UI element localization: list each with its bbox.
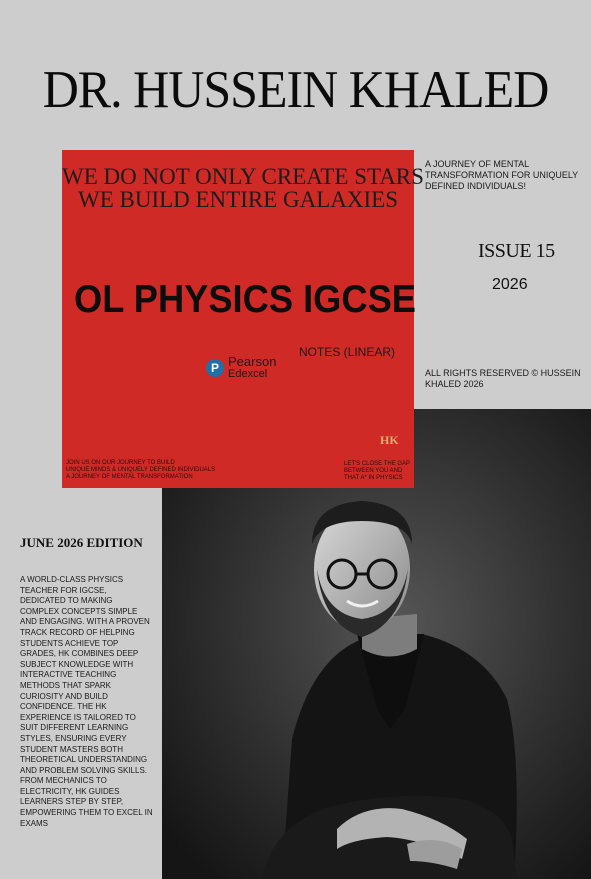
cover-card <box>62 150 424 488</box>
masthead-title: DR. HUSSEIN KHALED <box>42 59 549 119</box>
gap-line-3: THAT A* IN PHYSICS <box>344 475 403 481</box>
publisher-sub: Edexcel <box>228 368 268 380</box>
tagline-line-1: WE DO NOT ONLY CREATE STARS <box>62 164 424 189</box>
bio-text: A WORLD-CLASS PHYSICS TEACHER FOR IGCSE, DEDICATED TO MAKING COMPLEX CONCEPTS SIMPLE AND ENGAGING. WITH A PROVEN TRACK RECORD OF HELPING STUDENTS ACHIEVE TOP GRADES, HK COMBINES DEEP SUBJECT KNOWLEDGE WITH INTERACTIVE TEACHING METHODS THAT SPARK CURIOSITY AND BUILD CONFIDENCE. THE HK EXPERIENCE IS TAILORED TO SUIT DIFFERENT LEARNING STYLES, ENSURING EVERY STUDENT MASTERS BOTH THEORETICAL UNDERSTANDING AND PROBLEM SOLVING SKILLS. FROM MECHANICS TO ELECTRICITY, HK GUIDES LEARNERS STEP BY STEP, EMPOWERING THEM TO EXCEL IN EXAMS <box>20 575 153 828</box>
cover-tagline <box>62 164 424 212</box>
hk-logo-icon: HK <box>380 433 399 447</box>
journey-blurb: A JOURNEY OF MENTAL TRANSFORMATION FOR UNIQUELY DEFINED INDIVIDUALS! <box>425 159 579 191</box>
gap-text <box>344 461 410 482</box>
publisher-name: Pearson <box>228 354 277 369</box>
join-text <box>66 460 215 481</box>
gap-line-2: BETWEEN YOU AND <box>344 468 403 474</box>
join-line-1: JOIN US ON OUR JOURNEY TO BUILD <box>66 460 175 466</box>
issue-year: 2026 <box>492 276 528 293</box>
product-title: OL PHYSICS IGCSE <box>74 278 416 321</box>
pearson-icon: P <box>206 359 224 377</box>
copyright-notice: ALL RIGHTS RESERVED © HUSSEIN KHALED 2026 <box>425 368 581 389</box>
tagline-line-2: WE BUILD ENTIRE GALAXIES <box>77 187 399 212</box>
issue-number: ISSUE 15 <box>478 240 555 262</box>
publisher-logo <box>206 356 276 380</box>
gap-line-1: LET'S CLOSE THE GAP <box>344 461 411 467</box>
join-line-3: A JOURNEY OF MENTAL TRANSFORMATION <box>66 474 193 480</box>
notes-label: NOTES (LINEAR) <box>299 345 396 359</box>
join-line-2: UNIQUE MINDS & UNIQUELY DEFINED INDIVIDUALS <box>66 467 216 473</box>
edition-heading: JUNE 2026 EDITION <box>20 535 143 550</box>
